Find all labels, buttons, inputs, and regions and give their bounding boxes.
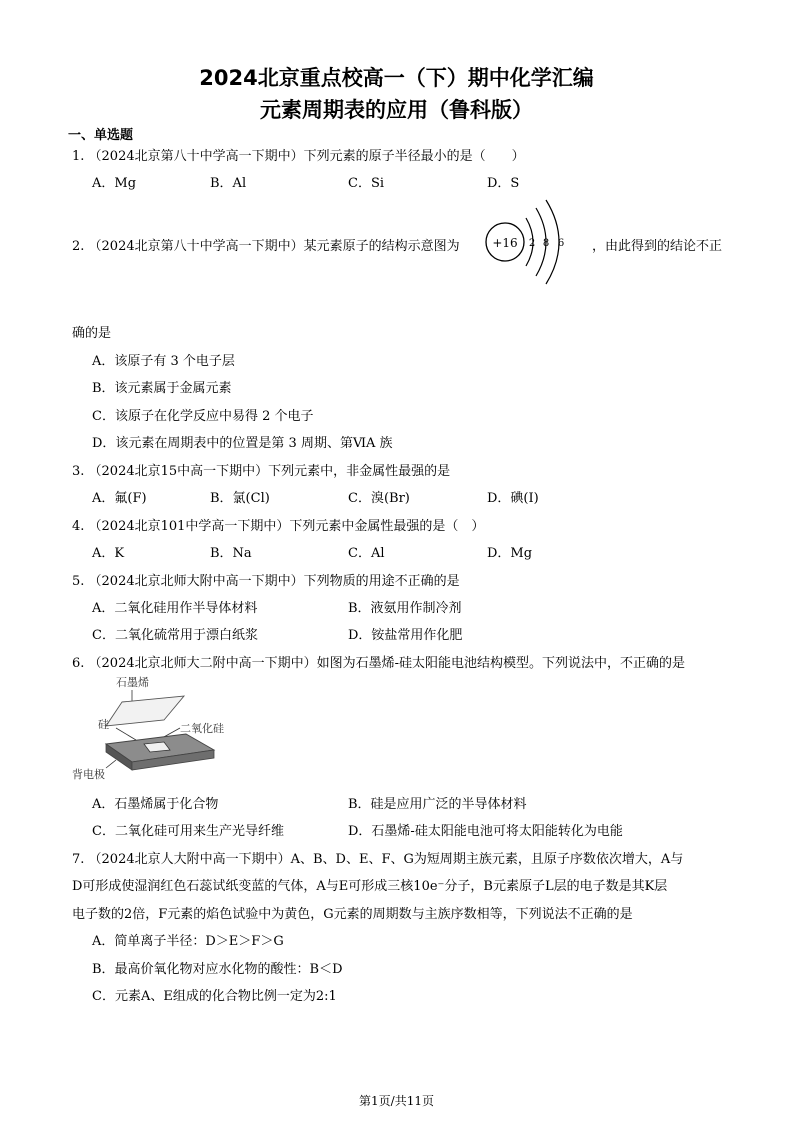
question-1-option-d: D．S (487, 176, 520, 191)
section-heading: 一、单选题 (68, 128, 134, 143)
question-3-option-b: B．氯(Cl) (210, 491, 270, 506)
question-6-option-c: C．二氧化硅可用来生产光导纤维 (92, 824, 284, 839)
question-3-option-a: A．氟(F) (92, 491, 147, 506)
question-2-option-c: C．该原子在化学反应中易得 2 个电子 (92, 409, 314, 424)
question-4-option-d: D．Mg (487, 546, 533, 561)
question-2-option-b: B．该元素属于金属元素 (92, 381, 232, 396)
question-3-option-d: D．碘(I) (487, 491, 539, 506)
question-4-stem: 4. （2024北京101中学高一下期中）下列元素中金属性最强的是（ ） (72, 519, 485, 534)
question-4-option-a: A．K (92, 546, 125, 561)
question-6-option-a: A．石墨烯属于化合物 (92, 797, 219, 812)
nucleus-charge: +16 (492, 236, 518, 250)
label-sio2: 二氧化硅 (180, 722, 224, 735)
question-6-stem: 6. （2024北京北师大二附中高一下期中）如图为石墨烯-硅太阳能电池结构模型。下列说法中，不正确的是 (72, 656, 686, 671)
question-7-stem-line3: 电子数的2倍，F元素的焰色试验中为黄色，G元素的周期数与主族序数相等，下列说法不正确的是 (72, 907, 633, 922)
question-6-option-d: D．石墨烯-硅太阳能电池可将太阳能转化为电能 (348, 824, 623, 839)
shell-1-electrons: 2 (528, 238, 536, 249)
question-2-option-d: D．该元素在周期表中的位置是第 3 周期、第ⅥA 族 (92, 436, 393, 451)
question-7-stem-line2: D可形成使湿润红色石蕊试纸变蓝的气体，A与E可形成三核10e⁻分子，B元素原子L层的电子数是其K层 (72, 879, 668, 894)
question-5-option-c: C．二氧化硫常用于漂白纸浆 (92, 628, 258, 643)
question-1-option-b: B．Al (210, 176, 247, 191)
page-subtitle: 元素周期表的应用（鲁科版） (260, 98, 533, 122)
shell-2-electrons: 8 (542, 238, 550, 249)
question-1-option-a: A．Mg (92, 176, 137, 191)
shell-3-electrons: 6 (557, 238, 565, 249)
question-2-stem: 2. （2024北京第八十中学高一下期中）某元素原子的结构示意图为 (72, 239, 460, 254)
question-7-stem-line1: 7. （2024北京人大附中高一下期中）A、B、D、E、F、G为短周期主族元素，且原子序数依次增大，A与 (72, 852, 684, 867)
graphene-layer (106, 696, 184, 726)
page-footer: 第1页/共11页 (359, 1094, 434, 1108)
question-6-option-b: B．硅是应用广泛的半导体材料 (348, 797, 527, 812)
question-4-option-b: B．Na (210, 546, 252, 561)
question-4-option-c: C．Al (348, 546, 385, 561)
question-2-option-a: A．该原子有 3 个电子层 (92, 354, 235, 369)
question-5-stem: 5. （2024北京北师大附中高一下期中）下列物质的用途不正确的是 (72, 574, 460, 589)
question-3-stem: 3. （2024北京15中高一下期中）下列元素中，非金属性最强的是 (72, 464, 451, 479)
label-silicon: 硅 (98, 718, 109, 731)
question-5-option-a: A．二氧化硅用作半导体材料 (92, 601, 258, 616)
question-7-option-a: A．简单离子半径：D＞E＞F＞G (92, 934, 284, 949)
label-graphene: 石墨烯 (116, 676, 149, 689)
question-2-stem-cont: ，由此得到的结论不正 (592, 239, 723, 254)
question-2-stem-end: 确的是 (72, 326, 112, 341)
question-5-option-d: D．铵盐常用作化肥 (348, 628, 463, 643)
question-3-option-c: C．溴(Br) (348, 491, 410, 506)
question-1-option-c: C．Si (348, 176, 385, 191)
question-1-stem: 1. （2024北京第八十中学高一下期中）下列元素的原子半径最小的是（ ） (72, 149, 525, 164)
question-5-option-b: B．液氨用作制冷剂 (348, 601, 462, 616)
question-7-option-b: B．最高价氧化物对应水化物的酸性：B＜D (92, 962, 343, 977)
page-title: 2024北京重点校高一（下）期中化学汇编 (199, 66, 594, 90)
atom-structure-diagram (482, 194, 574, 290)
question-7-option-c: C．元素A、E组成的化合物比例一定为2:1 (92, 989, 337, 1004)
solar-cell-diagram (72, 672, 246, 782)
label-back-electrode: 背电极 (72, 768, 105, 781)
